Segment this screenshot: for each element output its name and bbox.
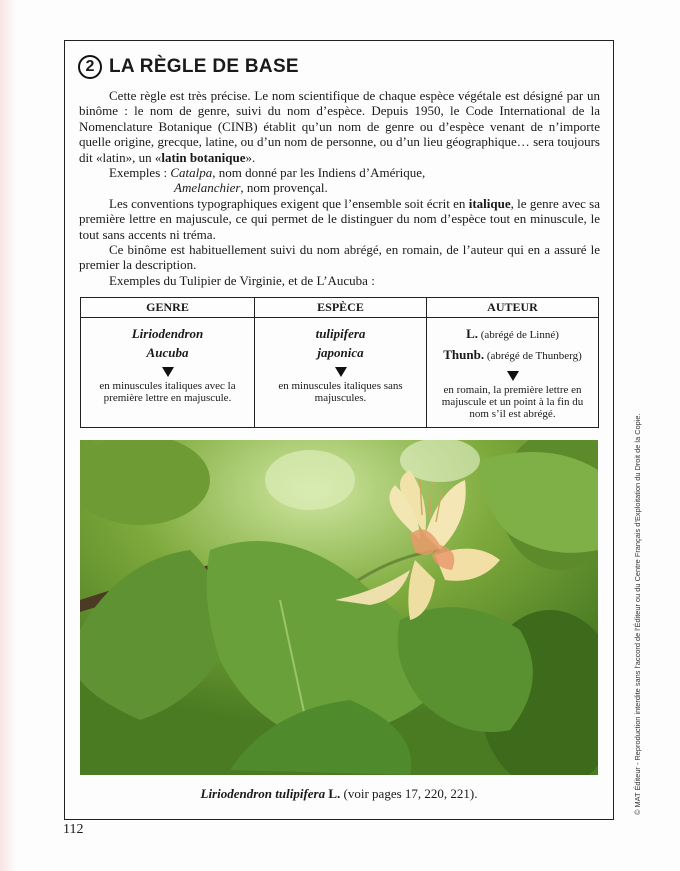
paragraph-examples-intro: Exemples du Tulipier de Virginie, et de L’Aucuba : — [109, 272, 375, 288]
auteur-header: AUTEUR — [427, 298, 598, 318]
espece-term-japonica: japonica — [317, 345, 364, 360]
nomenclature-table — [80, 297, 599, 428]
author-linne: L. (abrégé de Linné) — [466, 326, 559, 341]
auteur-note: en romain, la première lettre en majuscule et un point à la fin du nom s’il est abrégé. — [441, 384, 584, 420]
genre-note: en minuscules italiques avec la première lettre en majuscule. — [99, 380, 236, 404]
author-thunberg: Thunb. (abrégé de Thunberg) — [443, 347, 582, 362]
genre-term-liriodendron: Liriodendron — [131, 326, 204, 341]
body-text — [79, 88, 600, 288]
photo-caption: Liriodendron tulipifera L. (voir pages 17, 220, 221). — [200, 786, 478, 801]
paragraph-binome: Cette règle est très précise. Le nom scientifique de chaque espèce végétale est désigné par un binôme : le nom de genre, suivi du nom d’espèce. Depuis 1950, le Code International de la Nomenclature Botanique (CINB) établit qu’un nom de genre ou d’espèce venant de n’importe quelle origine, grecque, latine, ou d’un nom de personne, ou d’un lieu géographique… sera toujours dit «latin», un «latin botanique». — [79, 88, 600, 165]
example-catalpa: Exemples : Catalpa, nom donné par les Indiens d’Amérique, — [109, 165, 426, 181]
example-amelanchier: Amelanchier, nom provençal. — [174, 180, 328, 196]
espece-note: en minuscules italiques sans majuscules. — [278, 380, 403, 404]
auteur-column — [427, 298, 598, 427]
page-edge — [0, 0, 16, 871]
arrow-down-icon — [162, 367, 174, 377]
page-number: 112 — [63, 822, 84, 837]
genre-column — [81, 298, 255, 427]
tulip-tree-illustration — [80, 440, 598, 775]
espece-term-tulipifera: tulipifera — [315, 326, 366, 341]
espece-header: ESPÈCE — [255, 298, 426, 318]
section-number: 2 — [78, 55, 102, 79]
section-heading — [78, 55, 299, 79]
paragraph-conventions: Les conventions typographiques exigent que l’ensemble soit écrit en italique, le genre avec sa première lettre en majuscule, ce qui permet de le distinguer du nom d’espèce tout en minuscule, le tout sans accents ni tréma. — [79, 195, 600, 242]
genre-header: GENRE — [81, 298, 254, 318]
espece-column — [255, 298, 427, 427]
arrow-down-icon — [507, 371, 519, 381]
tulip-tree-photo — [80, 440, 598, 775]
arrow-down-icon — [335, 367, 347, 377]
section-title: LA RÈGLE DE BASE — [109, 56, 299, 77]
paragraph-author: Ce binôme est habituellement suivi du nom abrégé, en romain, de l’auteur qui en a assuré le premier la description. — [79, 242, 600, 273]
copyright-note: © MAT Éditeur - Reproduction interdite sans l’accord de l’Éditeur ou du Centre Français d’Exploitation du Droit de la Copie. — [633, 413, 642, 815]
genre-term-aucuba: Aucuba — [146, 345, 189, 360]
